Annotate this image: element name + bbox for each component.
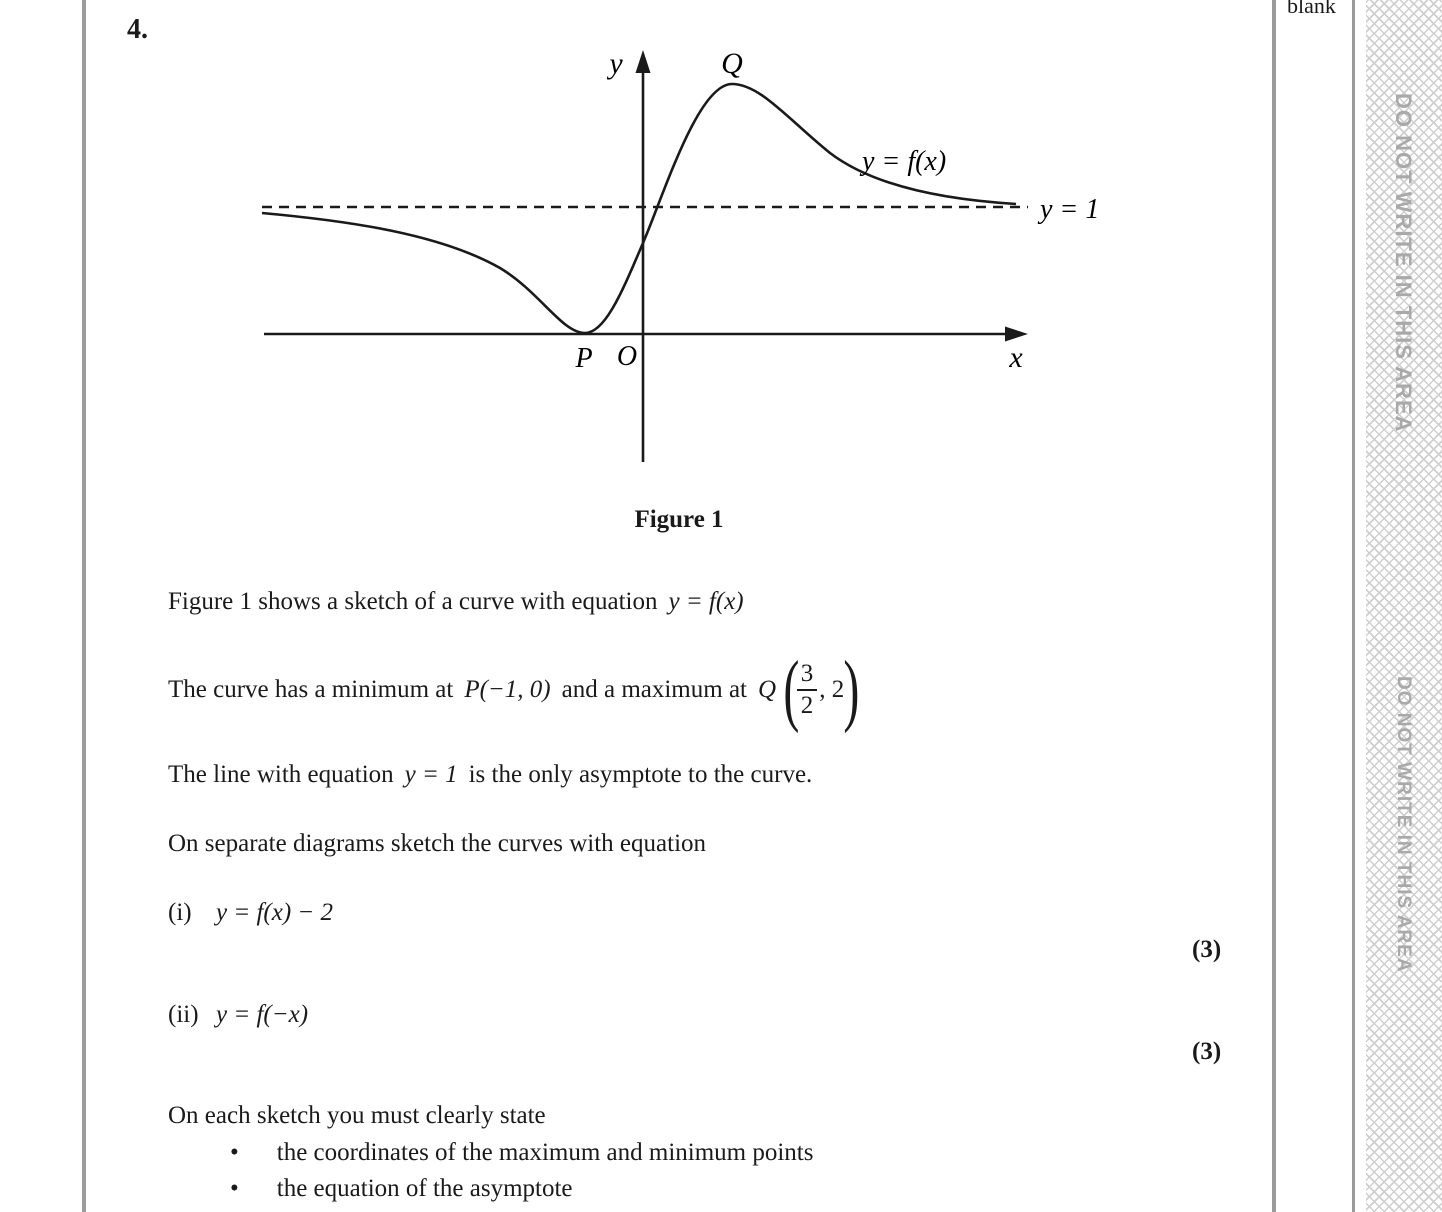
blank-column-rule	[1352, 0, 1355, 1212]
left-paren: (	[783, 646, 800, 734]
max-coordinates	[758, 646, 865, 734]
min-coordinates: P(−1, 0)	[464, 676, 551, 703]
min-point-label: P	[575, 343, 593, 374]
part-i-marks: (3)	[1192, 936, 1222, 963]
part-ii-equation: y = f(−x)	[216, 1001, 309, 1028]
bullet-2-text: the equation of the asymptote	[276, 1175, 573, 1202]
asymptote-text2: is the only asymptote to the curve.	[468, 761, 813, 788]
curve-equation-label: y = f(x)	[862, 146, 947, 177]
minmax-paragraph	[168, 648, 865, 732]
minmax-text1: The curve has a minimum at	[168, 676, 454, 703]
question-number: 4.	[127, 14, 148, 45]
bullet-1-text: the coordinates of the maximum and minimum points	[276, 1139, 814, 1166]
asymptote-paragraph	[168, 761, 812, 789]
do-not-write-text-top: DO NOT WRITE IN THIS AREA	[1391, 93, 1416, 433]
figure-1-graph	[250, 40, 1100, 472]
bullet-item-2	[168, 1175, 573, 1203]
do-not-write-text-bottom: DO NOT WRITE IN THIS AREA	[1393, 676, 1414, 973]
x-axis-arrow	[1005, 327, 1028, 342]
asymptote-text1: The line with equation	[168, 761, 394, 788]
y-axis-label: y	[609, 47, 623, 80]
intro-paragraph	[168, 588, 744, 616]
fraction-three-halves	[797, 660, 818, 720]
leave-blank-label: blank	[1287, 0, 1336, 18]
curve-y-equals-fx	[262, 84, 1016, 333]
intro-text: Figure 1 shows a sketch of a curve with equation	[168, 588, 658, 615]
fraction-numerator: 3	[797, 660, 818, 691]
bullet-item-1	[168, 1139, 813, 1167]
figure-caption: Figure 1	[634, 506, 724, 533]
part-ii-label: (ii)	[168, 1001, 199, 1028]
origin-label: O	[616, 341, 638, 372]
max-y-value: , 2	[819, 676, 845, 703]
bullet-icon: •	[230, 1175, 239, 1202]
part-i-label: (i)	[168, 899, 192, 926]
minmax-text2: and a maximum at	[561, 676, 747, 703]
max-point-label: Q	[721, 47, 743, 80]
closing-statement: On each sketch you must clearly state	[168, 1102, 546, 1129]
part-ii-row	[168, 1001, 308, 1029]
asymptote-equation-label: y = 1	[1040, 194, 1100, 225]
left-margin-rule	[82, 0, 86, 1212]
right-margin-rule	[1272, 0, 1276, 1212]
intro-math: y = f(x)	[668, 588, 744, 615]
fraction-denominator: 2	[800, 692, 814, 719]
max-point-symbol: Q	[758, 676, 777, 703]
part-i-equation: y = f(x) − 2	[216, 899, 334, 926]
bullet-icon: •	[230, 1139, 239, 1166]
sketch-instruction: On separate diagrams sketch the curves with equation	[168, 830, 707, 857]
right-paren: )	[843, 646, 860, 734]
y-axis-arrow	[636, 50, 651, 73]
part-ii-marks: (3)	[1192, 1038, 1222, 1065]
asymptote-math: y = 1	[404, 761, 458, 788]
part-i-row	[168, 899, 333, 927]
x-axis-label: x	[1009, 341, 1023, 374]
